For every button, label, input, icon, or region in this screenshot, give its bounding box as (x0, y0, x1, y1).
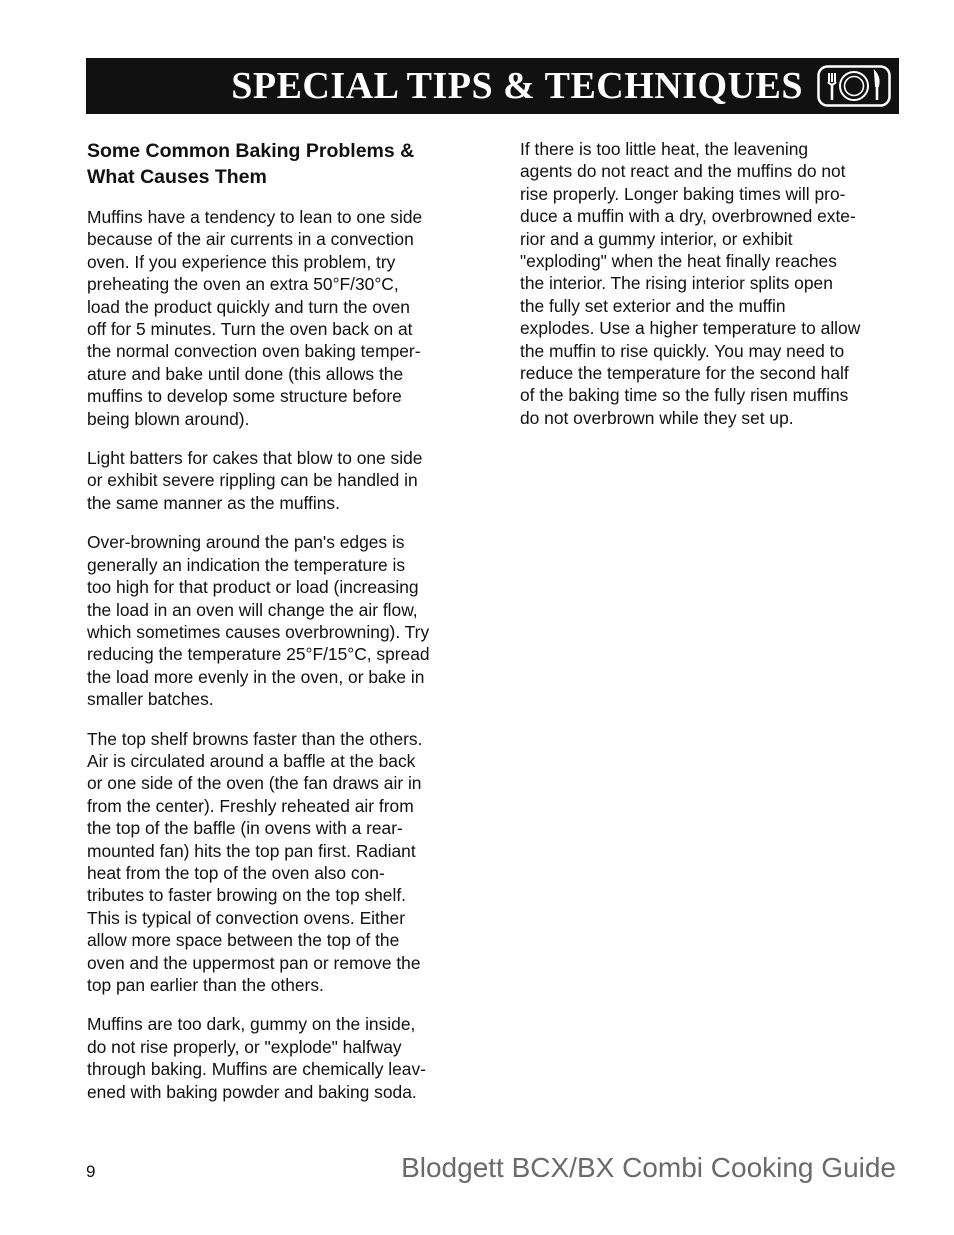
plate-fork-knife-icon (817, 65, 891, 107)
right-paragraphs (520, 138, 900, 429)
heading-line-2: What Causes Them (87, 166, 267, 188)
left-paragraph: Over-browning around the pan's edges is generally an indication the temperature is too high for that product or load (increasing the load in an oven will change the air flow, which sometimes causes overbrowning). Try reducing the temperature 25°F/15°C, spread the load more evenly in the oven, or bake in smaller batches. (87, 532, 430, 710)
left-paragraph: Light batters for cakes that blow to one side or exhibit severe rippling can be handled in the same manner as the muffins. (87, 448, 423, 513)
left-paragraph: Muffins have a tendency to lean to one side because of the air currents in a convection oven. If you experience this problem, try preheating the oven an extra 50°F/30°C, load the product quickly and turn the oven off for 5 minutes. Turn the oven back on at the normal convection oven baking temper- ature and bake until done (this allows the muffins to develop some structure before being blown around). (87, 207, 423, 429)
page-number: 9 (86, 1162, 96, 1181)
guide-title: Blodgett BCX/BX Combi Cooking Guide (401, 1152, 896, 1183)
left-paragraphs (87, 206, 463, 1103)
right-column (520, 138, 900, 446)
left-paragraph: The top shelf browns faster than the others. Air is circulated around a baffle at the back or one side of the oven (the fan draws air in from the center). Freshly reheated air from the top of the baffle (in ovens with a rear- mounted fan) hits the top pan first. Radiant heat from the top of the oven also con- tributes to faster browing on the top shelf. This is typical of convection ovens. Either allow more space between the top of the oven and the uppermost pan or remove the top pan earlier than the others. (87, 728, 423, 995)
heading-line-1: Some Common Baking Problems & (87, 140, 415, 162)
page-title: SPECIAL TIPS & TECHNIQUES (231, 65, 803, 107)
section-heading (87, 138, 463, 190)
left-column (87, 138, 463, 1120)
header-bar (86, 58, 899, 114)
left-paragraph: Muffins are too dark, gummy on the inside, do not rise properly, or "explode" halfway through baking. Muffins are chemically leav- ened with baking powder and baking soda. (87, 1014, 426, 1102)
right-paragraph: If there is too little heat, the leavening agents do not react and the muffins do not rise properly. Longer baking times will pro- duce a muffin with a dry, overbrowned exte- rior and a gummy interior, or exhibit "exploding" when the heat finally reaches the interior. The rising interior splits open the fully set exterior and the muffin explodes. Use a higher temperature to allow the muffin to rise quickly. You may need to reduce the temperature for the second half of the baking time so the fully risen muffins do not overbrown while they set up. (520, 139, 861, 428)
